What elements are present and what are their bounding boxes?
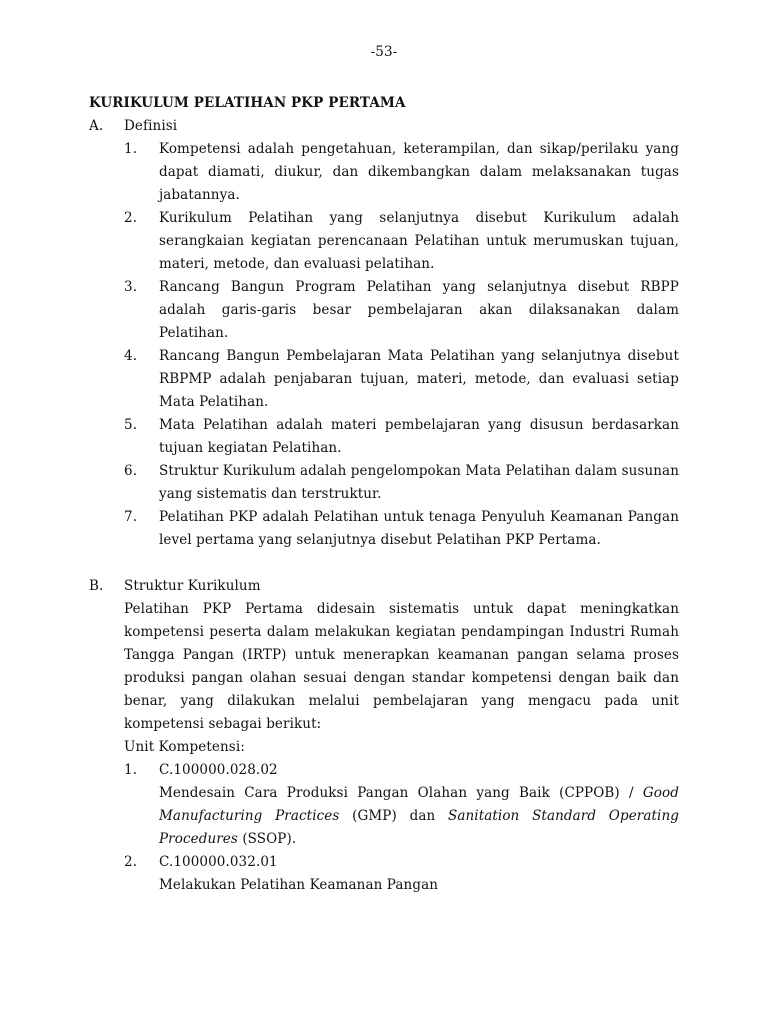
section-paragraph: Pelatihan PKP Pertama didesain sistematis untuk dapat meningkatkan kompetensi peserta dalam melakukan kegiatan pendampingan Industri Rumah Tangga Pangan (IRTP) untuk menerapkan keamanan pangan selama proses produksi pangan olahan sesuai dengan standar kompetensi dengan baik dan benar, yang dilakukan melalui pembelajaran yang mengacu pada unit kompetensi sebagai berikut: [124,601,679,732]
definition-item [124,138,679,207]
item-number: 7. [124,509,138,525]
page-number: -53- [370,44,398,60]
unit-desc-part: Mendesain Cara Produksi Pangan Olahan yang Baik (CPPOB) / [159,785,643,801]
definition-item [124,460,679,506]
item-text: Kompetensi adalah pengetahuan, keterampilan, dan sikap/perilaku yang dapat diamati, diukur, dan dikembangkan dalam melaksanakan tugas jabatannya. [159,141,679,203]
section-title: Definisi [124,118,178,134]
item-number: 2. [124,210,138,226]
item-number: 1. [124,141,138,157]
definition-item [124,276,679,345]
section-title: Struktur Kurikulum [124,578,261,594]
item-text: Struktur Kurikulum adalah pengelompokan Mata Pelatihan dalam susunan yang sistematis dan terstruktur. [159,463,679,502]
document-body [89,92,679,897]
definition-item [124,414,679,460]
section-spacer [89,552,679,575]
item-number: 5. [124,417,138,433]
unit-desc-part: (GMP) dan [339,808,448,824]
item-text: Rancang Bangun Pembelajaran Mata Pelatihan yang selanjutnya disebut RBPMP adalah penjabaran tujuan, materi, metode, dan evaluasi setiap Mata Pelatihan. [159,348,679,410]
item-number: 3. [124,279,138,295]
unit-code: C.100000.028.02 [159,762,278,778]
unit-item [124,759,679,851]
unit-desc-italic: Good Manufacturing Practices [159,785,679,824]
definition-item [124,345,679,414]
definition-item [124,506,679,552]
item-text: Rancang Bangun Program Pelatihan yang selanjutnya disebut RBPP adalah garis-garis besar pembelajaran akan dilaksanakan dalam Pelatihan. [159,279,679,341]
item-number: 2. [124,854,138,870]
unit-description: Melakukan Pelatihan Keamanan Pangan [159,877,439,893]
item-number: 1. [124,762,138,778]
unit-label: Unit Kompetensi: [124,739,245,755]
item-text: Kurikulum Pelatihan yang selanjutnya disebut Kurikulum adalah serangkaian kegiatan perencanaan Pelatihan untuk merumuskan tujuan, materi, metode, dan evaluasi pelatihan. [159,210,679,272]
document-title: KURIKULUM PELATIHAN PKP PERTAMA [89,95,406,111]
definition-item [124,207,679,276]
unit-desc-part: (SSOP). [237,831,297,847]
unit-desc-italic: Sanitation Standard Operating Procedures [159,808,679,847]
unit-item [124,851,679,897]
unit-body [159,851,679,897]
section-letter: B. [89,578,104,594]
item-text: Pelatihan PKP adalah Pelatihan untuk tenaga Penyuluh Keamanan Pangan level pertama yang selanjutnya disebut Pelatihan PKP Pertama. [159,509,679,548]
section-letter: A. [89,118,104,134]
unit-code: C.100000.032.01 [159,854,278,870]
section-b-heading [89,575,679,598]
item-text: Mata Pelatihan adalah materi pembelajaran yang disusun berdasarkan tujuan kegiatan Pelatihan. [159,417,679,456]
section-a-heading [89,115,679,138]
unit-body [159,759,679,851]
item-number: 6. [124,463,138,479]
unit-description [159,782,679,851]
item-number: 4. [124,348,138,364]
